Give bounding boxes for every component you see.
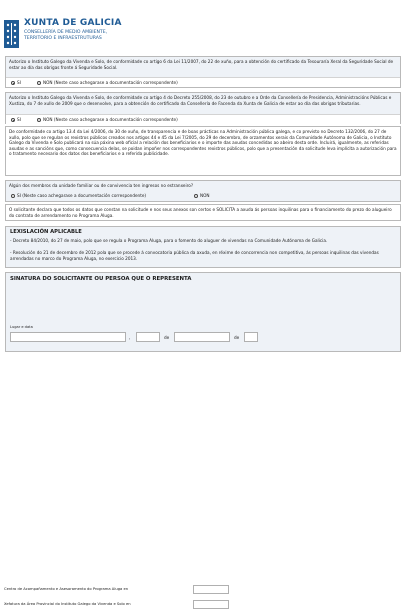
provincial-office-field[interactable] bbox=[193, 600, 229, 609]
month-field[interactable] bbox=[174, 332, 230, 342]
tax-authorization bbox=[5, 92, 401, 124]
social-security-yes-label: SI bbox=[17, 80, 21, 85]
tax-yes-radio[interactable] bbox=[11, 118, 15, 122]
org-name: XUNTA DE GALICIA bbox=[24, 18, 122, 28]
header bbox=[4, 18, 164, 50]
social-security-no-radio[interactable] bbox=[37, 81, 41, 85]
foreign-income-yes-radio[interactable] bbox=[11, 194, 15, 198]
social-security-options bbox=[6, 77, 400, 87]
transparency-notice bbox=[5, 126, 401, 176]
social-security-yes-radio[interactable] bbox=[11, 81, 15, 85]
social-security-authorization bbox=[5, 56, 401, 88]
foreign-income-no-label: NON bbox=[200, 193, 210, 198]
foreign-income-question bbox=[5, 180, 401, 202]
applicant-declaration bbox=[5, 204, 401, 221]
foreign-income-options bbox=[6, 191, 400, 201]
legislation-item-2: - Resolución do 21 de decembro de 2012 pola que se procede á convocatoria pública da axuda, en réxime de concorrencia non competitiva, ás persoas inquilinas das vivendas arrendadas no marco do Programa Aluga, no exercicio 2013. bbox=[10, 250, 379, 261]
legislation-item-1: - Decreto 84/2010, do 27 de maio, polo que se regula o Programa Aluga, para o fomento do aluguer de vivendas na Comunidade Autónoma de Galicia. bbox=[10, 238, 328, 243]
department-line-1: CONSELLERÍA DE MEDIO AMBIENTE, bbox=[24, 30, 108, 35]
social-security-no-label: NON (Neste caso achegarase a documentación correspondente) bbox=[43, 80, 178, 85]
place-field[interactable] bbox=[10, 332, 126, 342]
provincial-office-label: Xefatura da Área Provincial do Instituto Galego da Vivenda e Solo en bbox=[4, 602, 131, 606]
declaration-text: O solicitante declara que todos os datos que constan na solicitude e nos seus anexos son certos e SOLICITA a axuda ás persoas inquilinas para o financiamento do prezo do alugueiro do contrato de arrendamento no Programa Aluga. bbox=[9, 207, 392, 218]
year-field[interactable] bbox=[244, 332, 258, 342]
legislation-title: LEXISLACIÓN APLICABLE bbox=[10, 229, 82, 235]
social-security-text: Autorizo o Instituto Galego da Vivenda e Solo, de conformidade co artigo 6 da Lei 11/2007, do 22 de xuño, para a obtención do certificado da Tesouraría Xeral da Seguridade Social de estar ao día das obrigas fronte á Seguridade Social. bbox=[9, 59, 394, 70]
tax-no-radio[interactable] bbox=[37, 118, 41, 122]
department-name bbox=[24, 30, 107, 42]
signature-section bbox=[5, 272, 401, 352]
de-separator-2: de bbox=[234, 335, 240, 340]
support-center-field[interactable] bbox=[193, 585, 229, 594]
de-separator-1: de bbox=[164, 335, 170, 340]
day-field[interactable] bbox=[136, 332, 160, 342]
foreign-income-text: Algún dos membros da unidade familiar ou de convivencia ten ingresos no estranxeiro? bbox=[9, 183, 194, 188]
applicable-legislation bbox=[5, 226, 401, 268]
xunta-logo-icon bbox=[4, 20, 19, 48]
tax-options bbox=[6, 114, 400, 124]
transparency-text: De conformidade co artigo 13.4 da Lei 4/2006, do 30 de xuño, de transparencia e de boas prácticas na Administración pública galega, e co previsto no Decreto 132/2006, do 27 de xullo, polo que se regulan os rexistros públicos creados nos artigos 44 e 45 da Lei 7/2005, do 29 de decembro, de orzamentos xerais da Comunidade Autónoma de Galicia, o Instituto Galego da Vivenda e Solo publicará na súa páxina web oficial a relación dos beneficiarios e o importe das axudas concedidas ao abeiro desta orde. Incluirá, igualmente, as referidas axudas e as sancións que, como consecuencia delas, se poidan impoñer nos correspondentes rexistros públicos, polo que a presentación da solicitude leva implícita a autorización para o tratamento necesario dos datos dos beneficiarios e a referida publicidade. bbox=[9, 129, 397, 157]
comma-separator: , bbox=[129, 335, 131, 340]
foreign-income-yes-label: SI (Neste caso achegarase a documentación correspondente) bbox=[17, 193, 147, 198]
tax-text: Autorizo o Instituto Galego da Vivenda e Solo, de conformidade co artigo 4 do Decreto 255/2008, do 23 de outubro e a Orde da Consellería de Presidencia, Administracións Públicas e Xustiza, do 7 de xullo de 2009 que o desenvolve, para a obtención do certificado da Consellería de Facenda da Xunta de Galicia de estar ao día das obrigas tributarias. bbox=[9, 95, 392, 106]
tax-no-label: NON (Neste caso achegarase a documentación correspondente) bbox=[43, 117, 178, 122]
department-line-2: TERRITORIO E INFRAESTRUTURAS bbox=[24, 36, 102, 41]
tax-yes-label: SI bbox=[17, 117, 21, 122]
signature-title: SINATURA DO SOLICITANTE OU PERSOA QUE O REPRESENTA bbox=[10, 276, 192, 282]
place-date-label: Lugar e data bbox=[10, 325, 33, 329]
support-center-label: Centro de Acompañamento e Asesoramento do Programa Aluga en bbox=[4, 587, 129, 591]
foreign-income-no-radio[interactable] bbox=[194, 194, 198, 198]
